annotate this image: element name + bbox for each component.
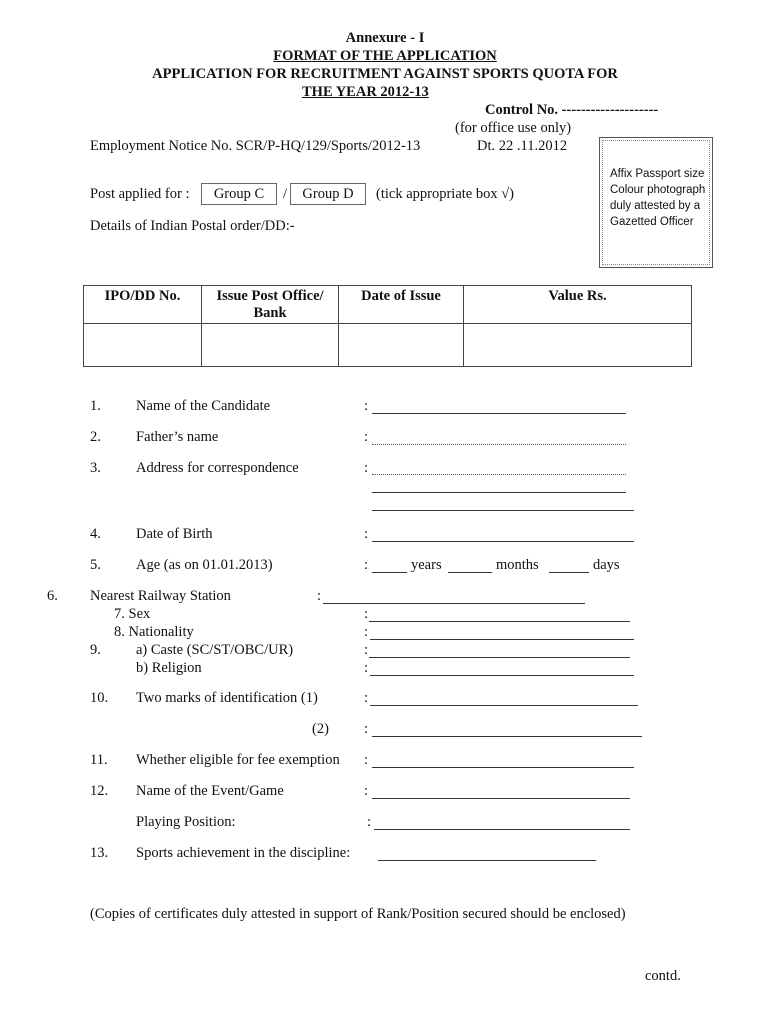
age-days-label: days [593,557,620,573]
field-9a-label: a) Caste (SC/ST/OBC/UR) [136,642,294,658]
group-c-checkbox[interactable]: Group C [201,183,277,205]
age-months-label: months [496,557,539,573]
field-10-number: 10. [90,690,109,706]
ipo-header-post-office: Issue Post Office/ Bank [202,286,339,324]
field-11-colon: : [364,752,369,768]
ipo-details-label: Details of Indian Postal order/DD:- [90,218,295,234]
group-d-checkbox[interactable]: Group D [290,183,366,205]
control-number: Control No. -------------------- [485,102,659,118]
office-use-note: (for office use only) [455,120,572,136]
field-10-mark-2-label: (2) [312,721,329,737]
fee-exemption-field[interactable] [372,767,634,768]
field-4-colon: : [364,526,369,542]
field-9a-colon: : [364,642,369,658]
ipo-post-office-cell[interactable] [202,324,339,367]
field-2-number: 2. [90,429,101,445]
employment-notice: Employment Notice No. SCR/P-HQ/129/Sports/2012-13 [90,138,421,154]
field-12-label: Name of the Event/Game [136,783,284,799]
photo-box[interactable] [599,137,713,268]
field-8-label: 8. Nationality [114,624,194,640]
playing-position-colon: : [367,814,372,830]
field-13-number: 13. [90,845,109,861]
field-8-colon: : [364,624,369,640]
field-4-label: Date of Birth [136,526,213,542]
field-11-number: 11. [90,752,108,768]
identification-mark-2-field[interactable] [372,736,642,737]
post-separator: / [283,186,288,202]
field-1-number: 1. [90,398,101,414]
field-13-label: Sports achievement in the discipline: [136,845,351,861]
father-name-field[interactable] [372,444,626,445]
ipo-table [83,285,692,367]
application-title-line1: APPLICATION FOR RECRUITMENT AGAINST SPORTS QUOTA FOR [152,66,618,82]
playing-position-field[interactable] [374,829,630,830]
age-years-label: years [411,557,442,573]
sex-field[interactable] [369,621,630,622]
application-title-line2: THE YEAR 2012-13 [302,84,429,100]
field-10-label: Two marks of identification (1) [136,690,318,706]
field-6-label: Nearest Railway Station [90,588,231,604]
age-months-field[interactable] [448,572,492,573]
age-days-field[interactable] [549,572,589,573]
ipo-number-cell[interactable] [84,324,202,367]
playing-position-label: Playing Position: [136,814,236,830]
field-6-colon: : [317,588,322,604]
field-3-colon: : [364,460,369,476]
field-10-mark-2-colon: : [364,721,369,737]
address-line-3-field[interactable] [372,510,634,511]
photo-instruction: Affix Passport size Colour photograph duly attested by a Gazetted Officer [610,168,706,228]
date-of-birth-field[interactable] [372,541,634,542]
field-9b-colon: : [364,660,369,676]
field-1-colon: : [364,398,369,414]
ipo-value-cell[interactable] [464,324,692,367]
field-6-number: 6. [47,588,58,604]
address-line-2-field[interactable] [372,492,626,493]
age-years-field[interactable] [372,572,407,573]
ipo-date-cell[interactable] [339,324,464,367]
notice-date: Dt. 22 .11.2012 [477,138,568,154]
railway-station-field[interactable] [323,603,585,604]
continued-label: contd. [645,968,681,984]
field-2-colon: : [364,429,369,445]
field-11-label: Whether eligible for fee exemption [136,752,340,768]
certificates-note: (Copies of certificates duly attested in support of Rank/Position secured should be enclosed) [90,906,626,922]
nationality-field[interactable] [370,639,634,640]
field-5-number: 5. [90,557,101,573]
candidate-name-field[interactable] [372,413,626,414]
caste-field[interactable] [369,657,630,658]
field-7-label: 7. Sex [114,606,151,622]
ipo-header-value: Value Rs. [464,286,692,324]
field-9b-label: b) Religion [136,660,202,676]
field-2-label: Father’s name [136,429,219,445]
field-5-colon: : [364,557,369,573]
ipo-table-header [84,286,692,324]
sports-achievement-field[interactable] [378,860,596,861]
identification-mark-1-field[interactable] [370,705,638,706]
field-1-label: Name of the Candidate [136,398,271,414]
ipo-header-number: IPO/DD No. [84,286,202,324]
annexure-title: Annexure - I [345,30,425,46]
field-10-colon: : [364,690,369,706]
field-3-label: Address for correspondence [136,460,299,476]
field-7-colon: : [364,606,369,622]
ipo-header-date: Date of Issue [339,286,464,324]
address-line-1-field[interactable] [372,474,626,475]
field-12-colon: : [364,783,369,799]
post-applied-label: Post applied for : [90,186,190,202]
tick-instruction: (tick appropriate box √) [376,186,515,202]
field-4-number: 4. [90,526,101,542]
field-3-number: 3. [90,460,101,476]
field-5-label: Age (as on 01.01.2013) [136,557,273,573]
field-12-number: 12. [90,783,109,799]
field-9-number: 9. [90,642,101,658]
event-game-field[interactable] [372,798,630,799]
format-title: FORMAT OF THE APPLICATION [273,48,497,64]
ipo-table-row [84,324,692,367]
religion-field[interactable] [370,675,634,676]
